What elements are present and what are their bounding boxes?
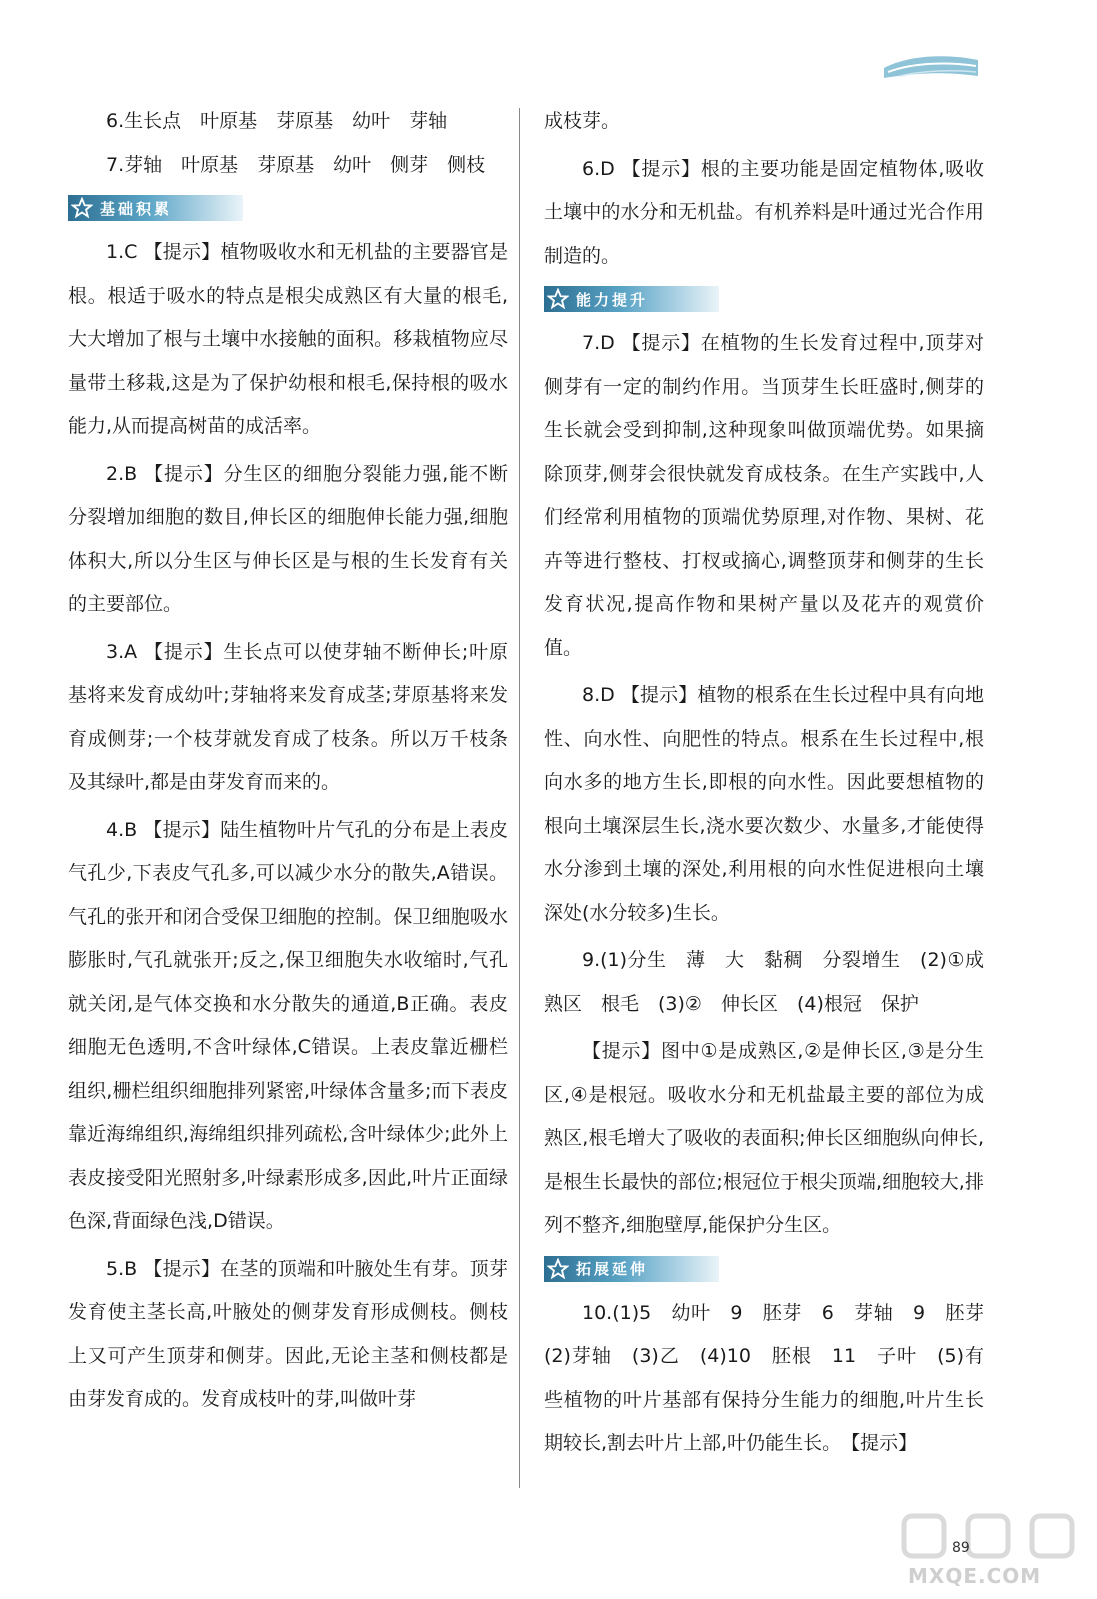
- question-4: 4.B 【提示】陆生植物叶片气孔的分布是上表皮气孔少,下表皮气孔多,可以减少水分的散失,A错误。气孔的张开和闭合受保卫细胞的控制。保卫细胞吸水膨胀时,气孔就张开;反之,保卫细胞失水收缩时,气孔就关闭,是气体交换和水分散失的通道,B正确。表皮细胞无色透明,不含叶绿体,C错误。上表皮靠近栅栏组织,栅栏组织细胞排列紧密,叶绿体含量多;而下表皮靠近海绵组织,海绵组织排列疏松,含叶绿体少;此外上表皮接受阳光照射多,叶绿素形成多,因此,叶片正面绿色深,背面绿色浅,D错误。: [68, 818, 508, 1232]
- star-icon: [68, 195, 96, 221]
- watermark-text: MXQE.COM: [908, 1564, 1042, 1588]
- question-7: 7.D 【提示】在植物的生长发育过程中,顶芽对侧芽有一定的制约作用。当顶芽生长旺盛时,侧芽的生长就会受到抑制,这种现象叫做顶端优势。如果摘除顶芽,侧芽会很快就发育成枝条。在生产实践中,人们经常利用植物的顶端优势原理,对作物、果树、花卉等进行整枝、打杈或摘心,调整顶芽和侧芽的生长发育状况,提高作物和果树产量以及花卉的观赏价值。: [544, 332, 984, 659]
- question-9: 9.(1)分生 薄 大 黏稠 分裂增生 (2)①成熟区 根毛 (3)② 伸长区 (4)根冠 保护: [544, 949, 984, 1015]
- question-9-hint: 【提示】图中①是成熟区,②是伸长区,③是分生区,④是根冠。吸收水分和无机盐最主要的部位为成熟区,根毛增大了吸收的表面积;伸长区细胞纵向伸长,是根生长最快的部位;根冠位于根尖顶端,细胞较大,排列不整齐,细胞壁厚,能保护分生区。: [544, 1040, 984, 1236]
- header-wave-decoration: [880, 50, 980, 84]
- continuation-text: 成枝芽。: [544, 110, 621, 132]
- answer-6: 6.生长点 叶原基 芽原基 幼叶 芽轴: [106, 110, 448, 132]
- question-5: 5.B 【提示】在茎的顶端和叶腋处生有芽。顶芽发育使主茎长高,叶腋处的侧芽发育形成侧枝。侧枝上又可产生顶芽和侧芽。因此,无论主茎和侧枝都是由芽发育成的。发育成枝叶的芽,叫做叶芽: [68, 1257, 508, 1410]
- page-number: 89: [952, 1540, 970, 1556]
- column-divider: [519, 108, 520, 1488]
- section-header-extension: [544, 1256, 719, 1282]
- section-header-basic: [68, 195, 243, 221]
- question-1: 1.C 【提示】植物吸收水和无机盐的主要器官是根。根适于吸水的特点是根尖成熟区有大量的根毛,大大增加了根与土壤中水接触的面积。移栽植物应尽量带土移栽,这是为了保护幼根和根毛,保持根的吸水能力,从而提高树苗的成活率。: [68, 241, 508, 437]
- star-icon: [544, 286, 572, 312]
- question-2: 2.B 【提示】分生区的细胞分裂能力强,能不断分裂增加细胞的数目,伸长区的细胞伸长能力强,细胞体积大,所以分生区与伸长区是与根的生长发育有关的主要部位。: [68, 462, 508, 615]
- section-title: 基础积累: [100, 199, 173, 218]
- left-column: [68, 100, 508, 1422]
- question-8: 8.D 【提示】植物的根系在生长过程中具有向地性、向水性、向肥性的特点。根系在生长过程中,根向水多的地方生长,即根的向水性。因此要想植物的根向土壤深层生长,浇水要次数少、水量多,才能使得水分渗到土壤的深处,利用根的向水性促进根向土壤深处(水分较多)生长。: [544, 684, 984, 924]
- answer-7: 7.芽轴 叶原基 芽原基 幼叶 侧芽 侧枝: [106, 153, 486, 176]
- question-6: 6.D 【提示】根的主要功能是固定植物体,吸收土壤中的水分和无机盐。有机养料是叶通过光合作用制造的。: [544, 157, 984, 267]
- question-10: 10.(1)5 幼叶 9 胚芽 6 芽轴 9 胚芽(2)芽轴 (3)乙 (4)10 胚根 11 子叶 (5)有些植物的叶片基部有保持分生能力的细胞,叶片生长期较长,割去叶片上部,叶仍能生长。 【提示】: [544, 1301, 984, 1454]
- question-3: 3.A 【提示】生长点可以使芽轴不断伸长;叶原基将来发育成幼叶;芽轴将来发育成茎;芽原基将来发育成侧芽;一个枝芽就发育成了枝条。所以万千枝条及其绿叶,都是由芽发育而来的。: [68, 640, 508, 793]
- right-column: [544, 100, 984, 1466]
- section-header-ability: [544, 286, 719, 312]
- star-icon: [544, 1256, 572, 1282]
- section-title: 能力提升: [576, 290, 649, 309]
- section-title: 拓展延伸: [576, 1260, 649, 1278]
